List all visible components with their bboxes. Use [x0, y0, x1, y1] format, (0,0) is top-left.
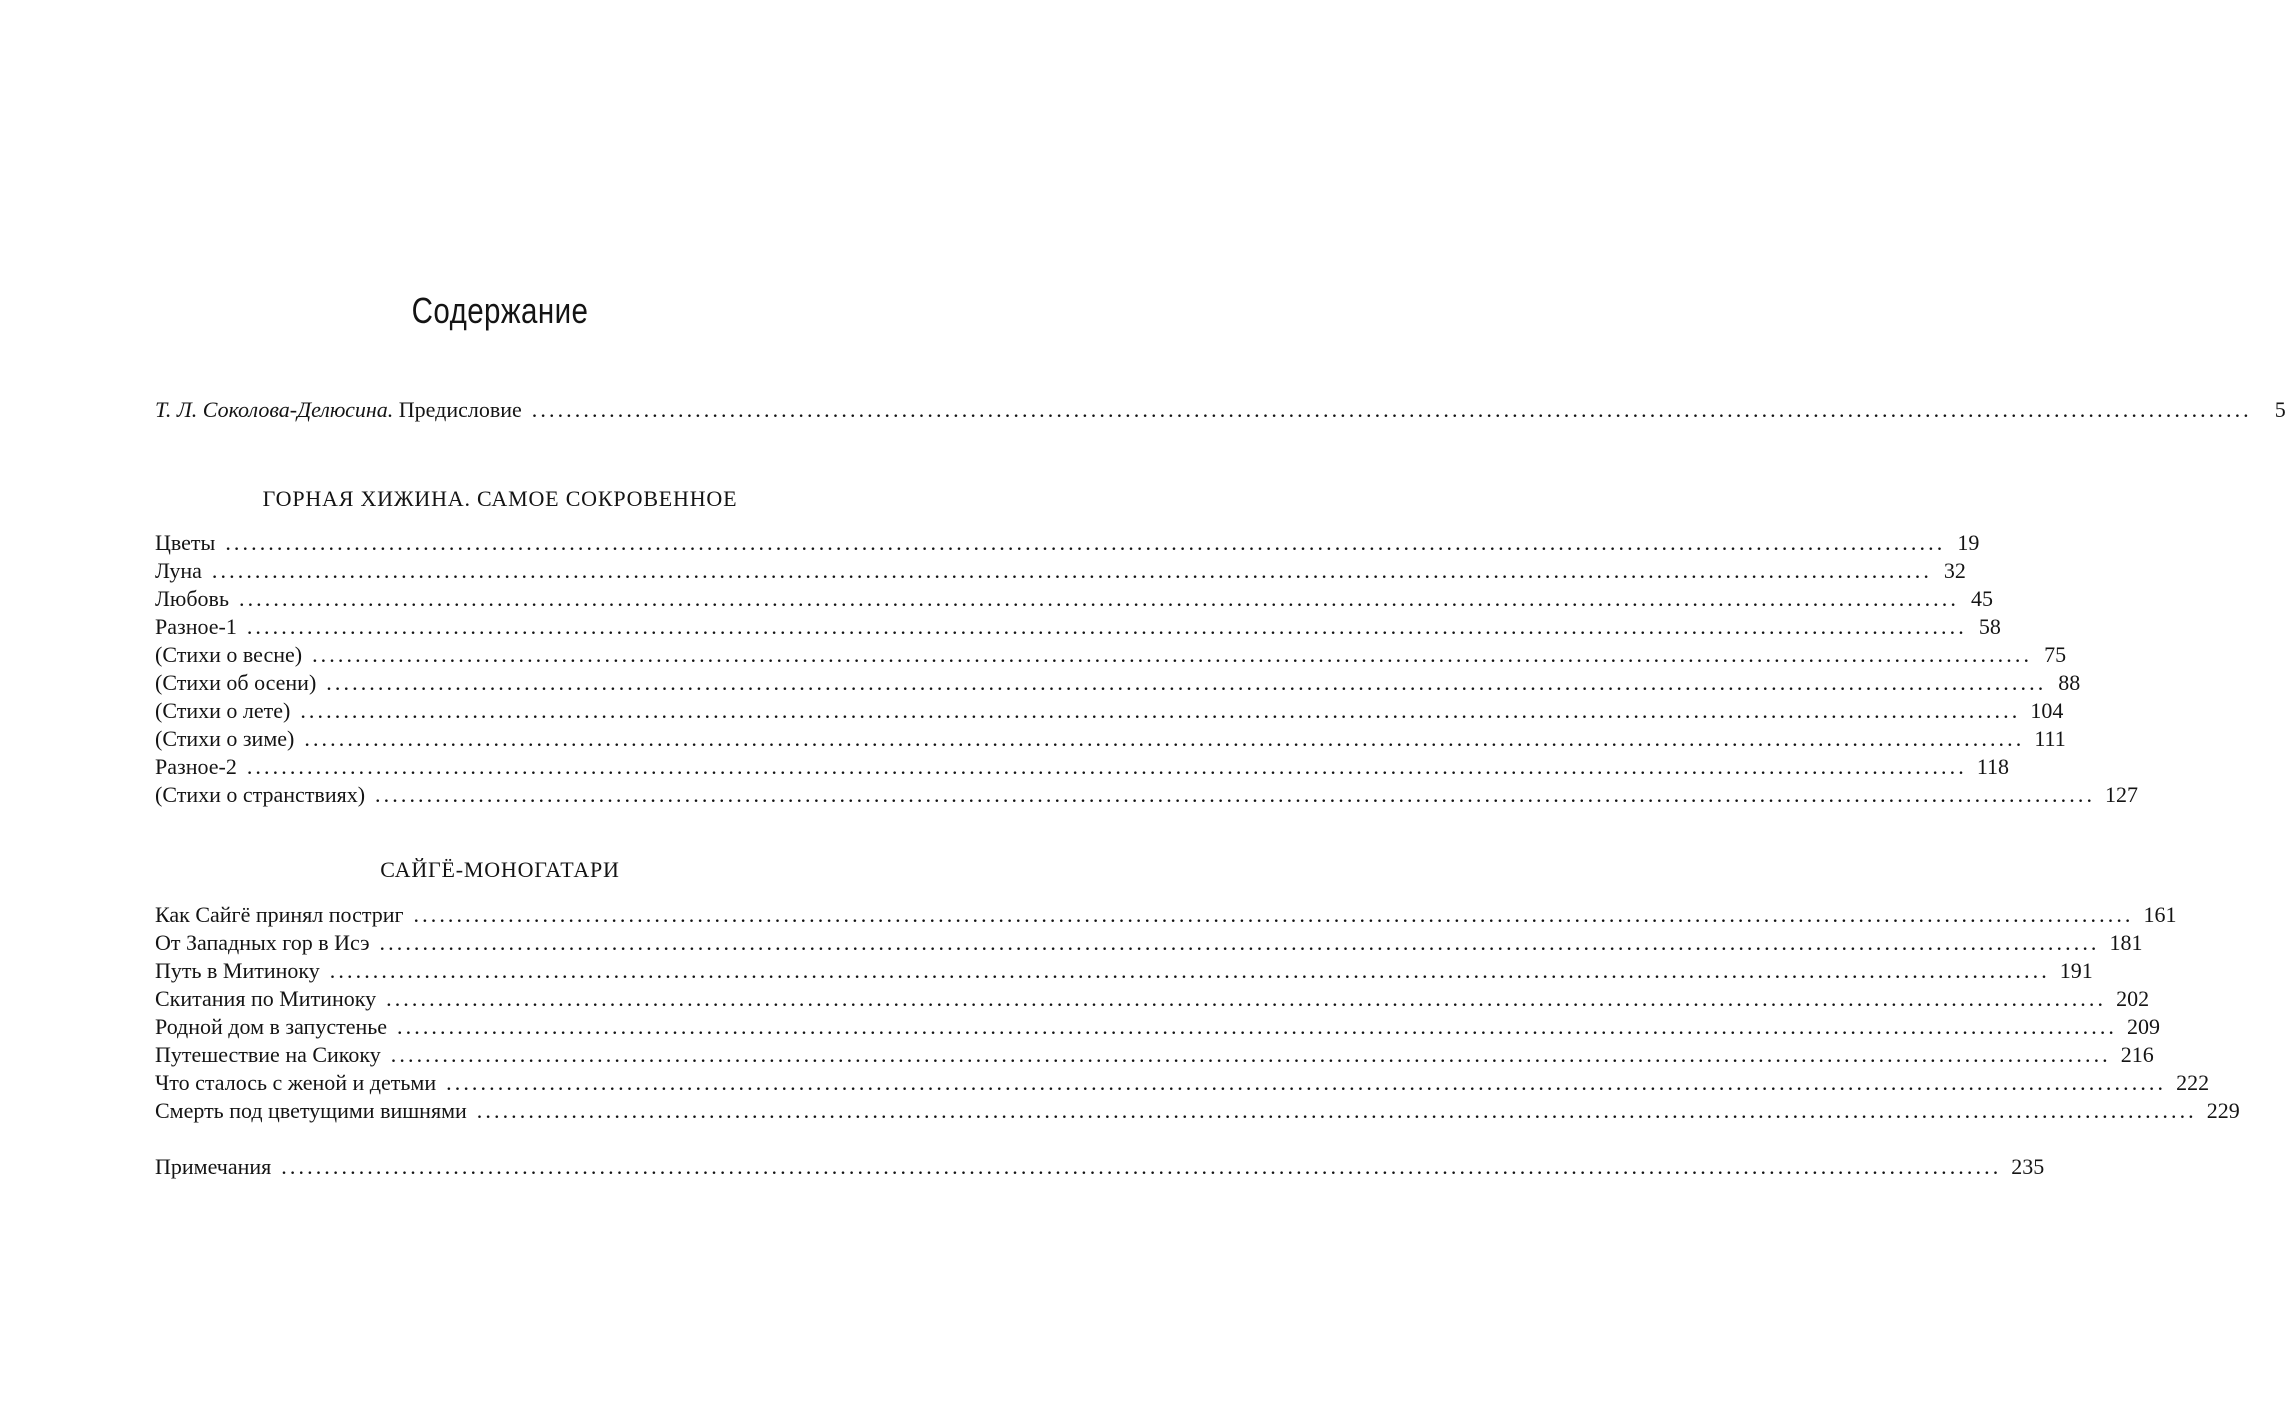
toc-entry: [155, 1041, 2154, 1069]
notes-block: [155, 1153, 2045, 1181]
notes-label: Примечания: [155, 1154, 272, 1179]
dot-leader: ........................................................................................................................................................................................................: [379, 930, 2100, 955]
toc-entry: [155, 1069, 2210, 1097]
toc-entry: [155, 753, 2010, 781]
dot-leader: ........................................................................................................................................................................................................: [312, 642, 2033, 667]
dot-leader: ........................................................................................................................................................................................................: [300, 698, 2021, 723]
toc-entry-page: 19: [1957, 530, 1980, 555]
toc-entry-label: (Стихи о зиме): [155, 726, 295, 751]
dot-leader: ........................................................................................................................................................................................................: [386, 986, 2107, 1011]
section-heading-1: ГОРНАЯ ХИЖИНА. САМОЕ СОКРОВЕННОЕ: [262, 486, 738, 511]
dot-leader: ........................................................................................................................................................................................................: [281, 1154, 2002, 1179]
dot-leader: ........................................................................................................................................................................................................: [397, 1014, 2118, 1039]
toc-entry-page: 32: [1943, 558, 1966, 583]
dot-leader: ........................................................................................................................................................................................................: [390, 1042, 2111, 1067]
toc-entry: [155, 725, 2066, 753]
toc-entry: [155, 781, 2139, 809]
toc-entry-label: (Стихи о странствиях): [155, 782, 366, 807]
toc-entry-label: Смерть под цветущими вишнями: [155, 1098, 467, 1123]
toc-entry-page: 75: [2044, 642, 2067, 667]
toc-entry-label: Любовь: [155, 586, 229, 611]
toc-entry-label: Цветы: [155, 530, 216, 555]
toc-entry-label: (Стихи об осени): [155, 670, 317, 695]
dot-leader: ........................................................................................................................................................................................................: [211, 558, 1932, 583]
toc-entry: [155, 529, 1980, 557]
toc-entry: [155, 697, 2064, 725]
toc-entry: [155, 985, 2150, 1013]
dot-leader: ........................................................................................................................................................................................................: [246, 754, 1967, 779]
dot-leader: ........................................................................................................................................................................................................: [304, 726, 2025, 751]
dot-leader: ........................................................................................................................................................................................................: [326, 670, 2047, 695]
preface-page: 5: [2274, 397, 2286, 422]
toc-entry-label: Скитания по Митиноку: [155, 986, 377, 1011]
toc-entry: [155, 557, 1966, 585]
toc-entry-page: 216: [2120, 1042, 2154, 1067]
toc-entry-label: Путь в Митиноку: [155, 958, 320, 983]
section-heading-2: САЙГЁ-МОНОГАТАРИ: [380, 857, 620, 882]
toc-entry-label: Как Сайгё принял постриг: [155, 902, 404, 927]
preface-author: Т. Л. Соколова-Делюсина.: [155, 397, 394, 422]
dot-leader: ........................................................................................................................................................................................................: [446, 1070, 2167, 1095]
toc-entry-label: Путешествие на Сикоку: [155, 1042, 381, 1067]
toc-entry-page: 202: [2116, 986, 2150, 1011]
dot-leader: ........................................................................................................................................................................................................: [238, 586, 1959, 611]
toc-entry-page: 104: [2030, 698, 2064, 723]
toc-entry-page: 161: [2143, 902, 2177, 927]
toc-entry-label: Луна: [155, 558, 202, 583]
toc-entry-page: 111: [2034, 726, 2066, 751]
toc-entry-notes: [155, 1153, 2045, 1181]
toc-entry-label: Родной дом в запустенье: [155, 1014, 388, 1039]
section-1-list: [155, 529, 2139, 809]
page-title: Содержание: [411, 290, 589, 331]
toc-entry-label: От Западных гор в Исэ: [155, 930, 370, 955]
toc-entry-page: 118: [1976, 754, 2010, 779]
toc-entry: [155, 901, 2177, 929]
toc-entry-page: 191: [2059, 958, 2093, 983]
toc-entry: [155, 957, 2093, 985]
toc-entry: [155, 613, 2001, 641]
toc-entry: [155, 641, 2067, 669]
dot-leader: ........................................................................................................................................................................................................: [225, 530, 1946, 555]
preface-label: Предисловие: [398, 397, 522, 422]
toc-entry-label: (Стихи о весне): [155, 642, 303, 667]
toc-entry-label: (Стихи о лете): [155, 698, 291, 723]
dot-leader: ........................................................................................................................................................................................................: [531, 397, 2252, 422]
dot-leader: ........................................................................................................................................................................................................: [329, 958, 2050, 983]
preface-block: [155, 396, 2286, 424]
section-2-list: [155, 901, 2240, 1125]
toc-entry-page: 181: [2109, 930, 2143, 955]
toc-entry-page: 58: [1978, 614, 2001, 639]
notes-page: 235: [2011, 1154, 2045, 1179]
toc-entry-page: 45: [1970, 586, 1993, 611]
dot-leader: ........................................................................................................................................................................................................: [476, 1098, 2197, 1123]
toc-entry-page: 229: [2206, 1098, 2240, 1123]
toc-entry-label: Разное-1: [155, 614, 237, 639]
toc-entry-page: 209: [2127, 1014, 2161, 1039]
toc-entry-label: Что сталось с женой и детьми: [155, 1070, 437, 1095]
dot-leader: ........................................................................................................................................................................................................: [375, 782, 2096, 807]
toc-entry: [155, 669, 2081, 697]
dot-leader: ........................................................................................................................................................................................................: [246, 614, 1967, 639]
dot-leader: ........................................................................................................................................................................................................: [413, 902, 2134, 927]
toc-entry: [155, 1097, 2240, 1125]
toc-entry-page: 127: [2105, 782, 2139, 807]
toc-entry-page: 222: [2176, 1070, 2210, 1095]
toc-entry-page: 88: [2058, 670, 2081, 695]
toc-entry: [155, 929, 2143, 957]
toc-entry: [155, 585, 1993, 613]
toc-entry: [155, 1013, 2161, 1041]
toc-entry-label: Разное-2: [155, 754, 237, 779]
toc-entry-preface: [155, 396, 2286, 424]
